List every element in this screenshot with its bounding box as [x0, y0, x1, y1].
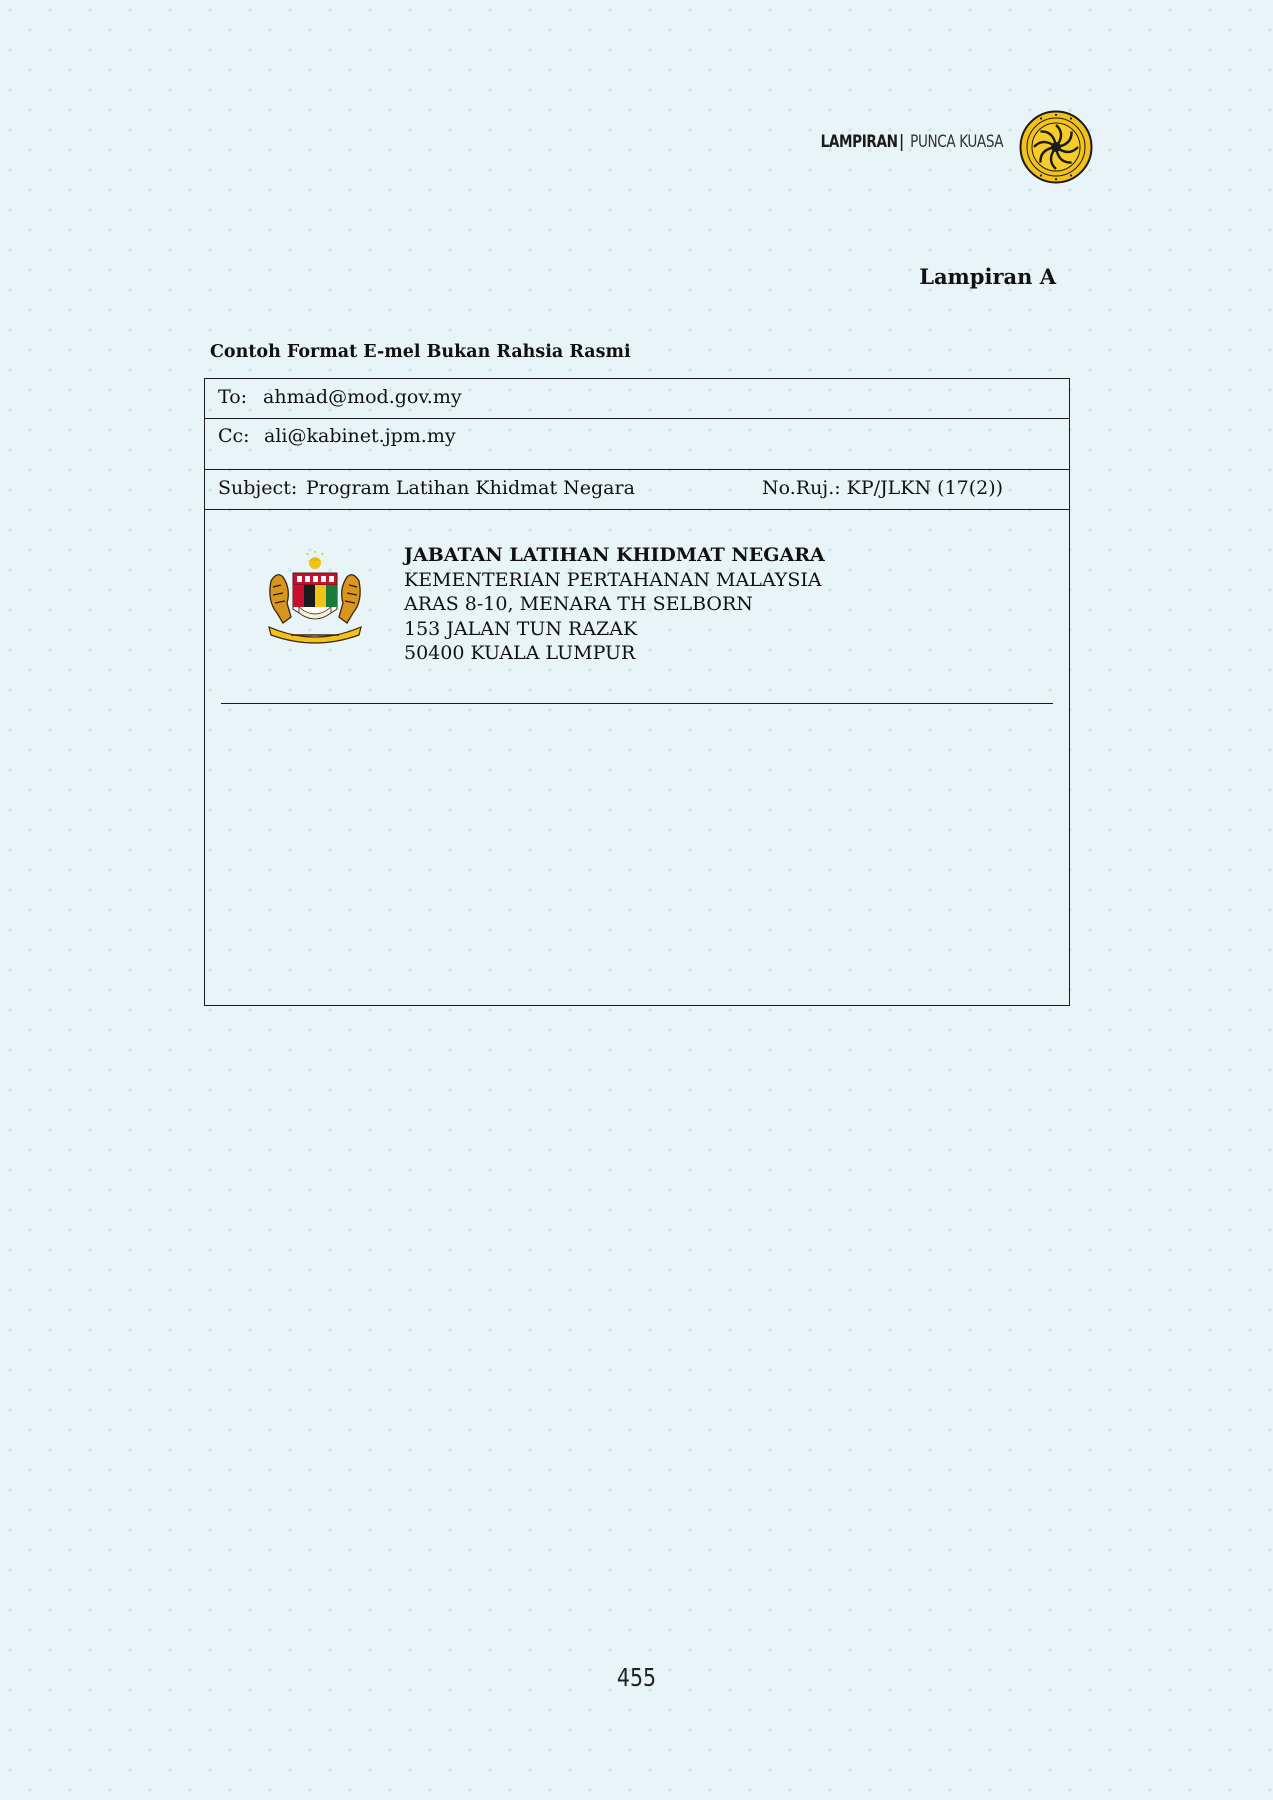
- to-label: To:: [218, 386, 248, 408]
- cc-label: Cc:: [218, 425, 250, 447]
- cc-row: [205, 418, 1069, 470]
- letterhead-street: 153 JALAN TUN RAZAK: [404, 617, 638, 640]
- header-section: LAMPIRAN: [820, 132, 898, 152]
- subject-row: [205, 469, 1069, 510]
- letterhead-address: [404, 543, 825, 666]
- malaysia-coat-of-arms-icon: [261, 551, 369, 647]
- header-subsection: PUNCA KUASA: [909, 132, 1003, 152]
- letterhead-ministry: KEMENTERIAN PERTAHANAN MALAYSIA: [404, 568, 822, 591]
- page-number: 455: [616, 1663, 657, 1692]
- to-value: ahmad@mod.gov.my: [263, 386, 462, 408]
- cc-value: ali@kabinet.jpm.my: [264, 425, 456, 447]
- letterhead-divider: [221, 703, 1053, 704]
- header-separator: |: [898, 132, 904, 152]
- letterhead-city: 50400 KUALA LUMPUR: [404, 642, 636, 664]
- page-header: [820, 132, 1003, 152]
- letterhead-floor: ARAS 8-10, MENARA TH SELBORN: [404, 593, 753, 615]
- subject-value: Program Latihan Khidmat Negara: [306, 477, 635, 499]
- email-template-box: [204, 378, 1070, 1006]
- to-row: [205, 379, 1069, 419]
- form-title: Contoh Format E-mel Bukan Rahsia Rasmi: [210, 342, 631, 362]
- circular-gold-emblem-icon: [1019, 110, 1093, 184]
- subject-label: Subject:: [218, 477, 298, 499]
- letterhead-department: JABATAN LATIHAN KHIDMAT NEGARA: [404, 544, 825, 566]
- appendix-label: Lampiran A: [919, 264, 1056, 289]
- reference-number: No.Ruj.: KP/JLKN (17(2)): [762, 477, 1004, 499]
